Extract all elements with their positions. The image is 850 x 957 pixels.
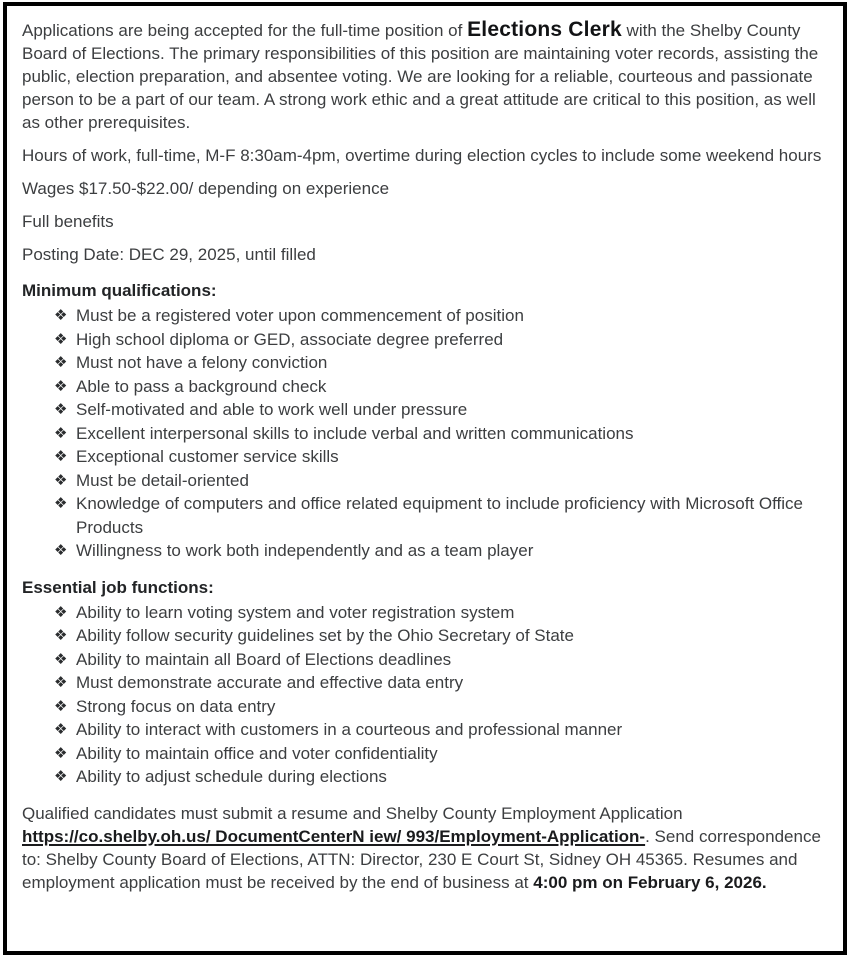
application-url-link[interactable]: https://co.shelby.oh.us/ DocumentCenterN iew/ 993/Employment-Application- bbox=[22, 826, 646, 846]
list-item bbox=[54, 351, 827, 375]
diamond-bullet-icon: ❖ bbox=[54, 627, 68, 644]
wages-paragraph: Wages $17.50-$22.00/ depending on experience bbox=[22, 179, 390, 198]
posting-date-paragraph: Posting Date: DEC 29, 2025, until filled bbox=[22, 245, 316, 264]
bullet-text: High school diploma or GED, associate degree preferred bbox=[76, 329, 504, 349]
bullet-text: Excellent interpersonal skills to include verbal and written communications bbox=[76, 423, 634, 443]
bullet-text: Must not have a felony conviction bbox=[76, 353, 328, 372]
bullet-text: Ability to maintain office and voter confidentiality bbox=[76, 743, 438, 763]
list-item bbox=[54, 765, 827, 789]
diamond-bullet-icon: ❖ bbox=[54, 650, 68, 668]
intro-text-before: Applications are being accepted for the full-time position of bbox=[22, 21, 468, 40]
closing-text-2: . Send correspondence to: Shelby County Board of Elections, ATTN: Director, 230 E Court St, Sidney OH 45365. Resumes and employment application must be received by the end of business at bbox=[22, 826, 821, 892]
list-item bbox=[54, 601, 827, 625]
closing-paragraph bbox=[22, 802, 827, 894]
diamond-bullet-icon: ❖ bbox=[54, 330, 68, 348]
diamond-bullet-icon: ❖ bbox=[54, 354, 68, 371]
bullet-text: Ability follow security guidelines set by the Ohio Secretary of State bbox=[76, 626, 574, 645]
essential-job-functions-heading: Essential job functions: bbox=[22, 577, 214, 597]
diamond-bullet-icon: ❖ bbox=[54, 448, 68, 465]
bullet-text: Must demonstrate accurate and effective data entry bbox=[76, 673, 464, 692]
bullet-text: Exceptional customer service skills bbox=[76, 447, 339, 466]
diamond-bullet-icon: ❖ bbox=[54, 603, 68, 621]
list-item bbox=[54, 539, 827, 563]
list-item bbox=[54, 375, 827, 399]
bullet-text: Ability to learn voting system and voter registration system bbox=[76, 602, 515, 622]
list-item bbox=[54, 671, 827, 695]
diamond-bullet-icon: ❖ bbox=[54, 377, 68, 395]
diamond-bullet-icon: ❖ bbox=[54, 721, 68, 738]
bullet-text: Must be detail-oriented bbox=[76, 470, 249, 490]
bullet-text: Strong focus on data entry bbox=[76, 696, 276, 716]
diamond-bullet-icon: ❖ bbox=[54, 424, 68, 442]
essential-job-functions-list bbox=[22, 601, 827, 789]
list-item bbox=[54, 492, 827, 539]
deadline-text: 4:00 pm on February 6, 2026. bbox=[533, 872, 767, 892]
diamond-bullet-icon: ❖ bbox=[54, 768, 68, 785]
list-item bbox=[54, 648, 827, 672]
list-item bbox=[54, 445, 827, 469]
bullet-text: Willingness to work both independently and as a team player bbox=[76, 541, 534, 560]
diamond-bullet-icon: ❖ bbox=[54, 542, 68, 559]
bullet-text: Self-motivated and able to work well under pressure bbox=[76, 400, 468, 419]
list-item bbox=[54, 328, 827, 352]
diamond-bullet-icon: ❖ bbox=[54, 744, 68, 762]
intro-paragraph bbox=[22, 18, 827, 134]
job-title: Elections Clerk bbox=[467, 18, 622, 41]
diamond-bullet-icon: ❖ bbox=[54, 697, 68, 715]
hours-paragraph: Hours of work, full-time, M-F 8:30am-4pm, overtime during election cycles to include some weekend hours bbox=[22, 146, 822, 165]
diamond-bullet-icon: ❖ bbox=[54, 495, 68, 512]
list-item bbox=[54, 624, 827, 648]
list-item bbox=[54, 742, 827, 766]
bullet-text: Knowledge of computers and office related equipment to include proficiency with Microsoft Office Products bbox=[76, 494, 803, 537]
bullet-text: Able to pass a background check bbox=[76, 376, 327, 396]
diamond-bullet-icon: ❖ bbox=[54, 674, 68, 691]
list-item bbox=[54, 304, 827, 328]
list-item bbox=[54, 695, 827, 719]
diamond-bullet-icon: ❖ bbox=[54, 307, 68, 324]
list-item bbox=[54, 469, 827, 493]
diamond-bullet-icon: ❖ bbox=[54, 401, 68, 418]
benefits-paragraph: Full benefits bbox=[22, 212, 114, 231]
minimum-qualifications-list bbox=[22, 304, 827, 563]
bullet-text: Ability to maintain all Board of Elections deadlines bbox=[76, 649, 452, 669]
list-item bbox=[54, 422, 827, 446]
closing-text-1: Qualified candidates must submit a resume and Shelby County Employment Application bbox=[22, 803, 683, 823]
list-item bbox=[54, 398, 827, 422]
list-item bbox=[54, 718, 827, 742]
intro-text-after: with the Shelby County Board of Elections. The primary responsibilities of this position are maintaining voter records, assisting the public, election preparation, and absentee voting. We are looking for a reliable, courteous and passionate person to be a part of our team. A strong work ethic and a great attitude are critical to this position, as well as other prerequisites. bbox=[22, 21, 819, 132]
bullet-text: Ability to interact with customers in a courteous and professional manner bbox=[76, 720, 623, 739]
bullet-text: Must be a registered voter upon commencement of position bbox=[76, 306, 524, 325]
posting-border-frame bbox=[3, 2, 847, 955]
minimum-qualifications-heading: Minimum qualifications: bbox=[22, 281, 217, 300]
bullet-text: Ability to adjust schedule during elections bbox=[76, 767, 387, 786]
diamond-bullet-icon: ❖ bbox=[54, 471, 68, 489]
